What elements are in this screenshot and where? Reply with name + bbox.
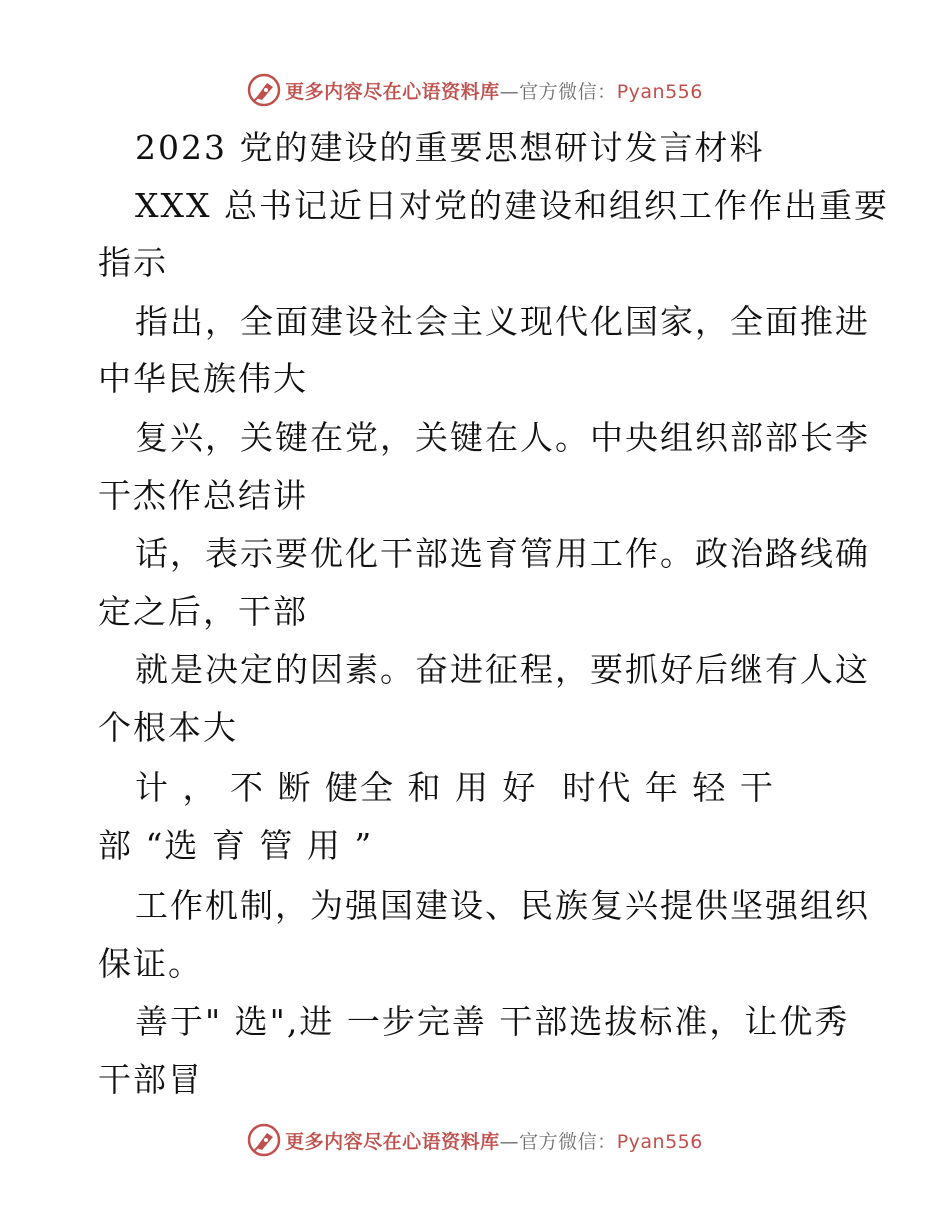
- banner-wechat-id: Pyan556: [616, 80, 703, 103]
- header-banner: [0, 70, 950, 110]
- banner-wechat-id: Pyan556: [616, 1130, 703, 1153]
- banner-main-text: 更多内容尽在心语资料库: [285, 1130, 500, 1153]
- body-line: 干部冒: [98, 1060, 203, 1099]
- body-line: XXX 总书记近日对党的建设和组织工作作出重要: [135, 186, 889, 225]
- body-line: 中华民族伟大: [98, 359, 308, 398]
- body-line: 干杰作总结讲: [98, 476, 308, 515]
- pen-nib-logo-icon: [247, 73, 281, 107]
- body-line: 指出，全面建设社会主义现代化国家，全面推进: [135, 302, 870, 341]
- body-line: 就是决定的因素。奋进征程，要抓好后继有人这: [135, 650, 870, 689]
- body-line: 复兴，关键在党，关键在人。中央组织部部长李: [135, 418, 870, 457]
- banner-text: [285, 1127, 703, 1154]
- body-line: 善于" 选",进 一步完善 干部选拔标准，让优秀: [135, 1002, 850, 1041]
- banner-wechat-label: —官方微信：: [499, 1130, 617, 1153]
- body-line: 部 “选 育 管 用 ”: [98, 826, 374, 865]
- body-line: 定之后，干部: [98, 592, 308, 631]
- banner-main-text: 更多内容尽在心语资料库: [285, 80, 500, 103]
- body-line: 指示: [98, 243, 168, 282]
- banner-text: [285, 77, 703, 104]
- body-line: 工作机制，为强国建设、民族复兴提供坚强组织: [135, 886, 870, 925]
- pen-nib-logo-icon: [247, 1123, 281, 1157]
- banner-wechat-label: —官方微信：: [499, 80, 617, 103]
- document-title: 2023 党的建设的重要思想研讨发言材料: [135, 128, 765, 167]
- body-line: 话，表示要优化干部选育管用工作。政治路线确: [135, 534, 870, 573]
- footer-banner: [0, 1120, 950, 1160]
- body-line: 个根本大: [98, 708, 238, 747]
- body-line: 保证。: [98, 944, 203, 983]
- body-line: 计 ， 不 断 健全 和 用 好 时代 年 轻 干: [135, 768, 775, 807]
